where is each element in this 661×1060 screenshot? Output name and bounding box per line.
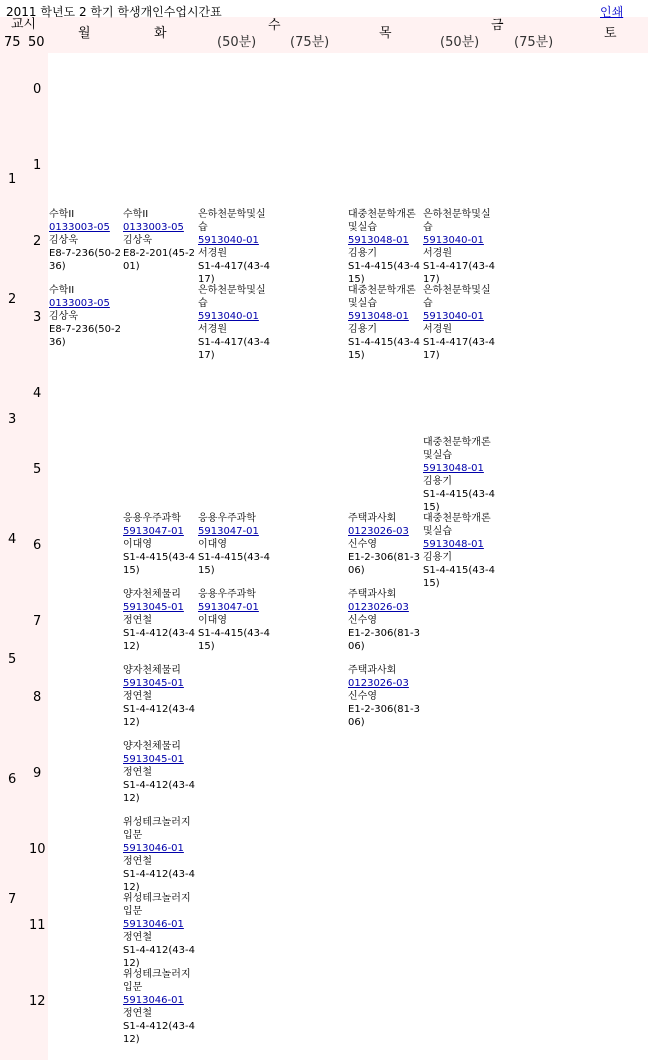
class-cell-wed-3 [198,284,270,362]
classroom: S1-4-415(43-415) [198,552,270,576]
class-cell-thu-7 [348,588,420,653]
course-name: 양자천체물리 [123,589,181,600]
professor-name: 이대영 [198,615,227,626]
course-name: 위성테크놀러지입문 [123,893,191,917]
course-code-link[interactable]: 5913045-01 [123,602,184,613]
course-name: 주택과사회 [348,513,397,524]
course-code-link[interactable]: 5913047-01 [123,526,184,537]
period-50-12: 12 [29,994,46,1009]
course-code-link[interactable]: 5913048-01 [423,539,484,550]
period-75-header: 75 [4,35,21,50]
classroom: S1-4-415(43-415) [348,261,420,285]
class-cell-wed-6 [198,512,270,577]
period-75-7: 7 [8,892,17,907]
course-name: 수학II [49,209,75,220]
class-cell-tue-6 [123,512,195,577]
course-name: 응용우주과학 [198,513,256,524]
course-code-link[interactable]: 5913046-01 [123,995,184,1006]
day-header-mon: 월 [78,26,91,41]
period-50-11: 11 [29,918,46,933]
period-column-background [0,53,48,1060]
class-cell-tue-10 [123,816,195,894]
course-code-link[interactable]: 5913048-01 [348,235,409,246]
classroom: E8-7-236(50-236) [49,324,121,348]
course-name: 수학II [49,285,75,296]
day-header-wed: 수 [268,18,281,33]
course-code-link[interactable]: 0123026-03 [348,602,409,613]
professor-name: 김용기 [423,552,452,563]
day-header-thu: 목 [379,26,392,41]
class-cell-fri-2 [423,208,495,286]
professor-name: 김상욱 [123,235,152,246]
class-cell-thu-6 [348,512,420,577]
course-name: 주택과사회 [348,665,397,676]
professor-name: 서경원 [423,324,452,335]
period-75-5: 5 [8,652,17,667]
course-name: 위성테크놀러지입문 [123,969,191,993]
class-cell-fri-3 [423,284,495,362]
course-code-link[interactable]: 5913040-01 [198,235,259,246]
period-50-8: 8 [33,690,42,705]
classroom: S1-4-415(43-415) [348,337,420,361]
course-name: 응용우주과학 [123,513,181,524]
professor-name: 정연철 [123,932,152,943]
period-75-6: 6 [8,772,17,787]
course-name: 응용우주과학 [198,589,256,600]
professor-name: 이대영 [198,539,227,550]
classroom: S1-4-412(43-412) [123,945,195,969]
course-name: 대중천문학개론및실습 [423,437,491,461]
course-name: 대중천문학개론및실습 [423,513,491,537]
period-50-5: 5 [33,462,42,477]
classroom: S1-4-415(43-415) [423,489,495,513]
course-code-link[interactable]: 5913040-01 [423,235,484,246]
classroom: S1-4-412(43-412) [123,780,195,804]
professor-name: 정연철 [123,856,152,867]
class-cell-wed-7 [198,588,270,653]
professor-name: 정연철 [123,691,152,702]
period-50-header: 50 [28,35,45,50]
professor-name: 이대영 [123,539,152,550]
course-code-link[interactable]: 5913047-01 [198,602,259,613]
class-cell-fri-5 [423,436,495,514]
classroom: E1-2-306(81-306) [348,704,420,728]
wed-50min-header: (50분) [217,35,257,50]
period-50-6: 6 [33,538,42,553]
fri-50min-header: (50분) [440,35,480,50]
print-link[interactable]: 인쇄 [600,5,624,19]
classroom: S1-4-412(43-412) [123,628,195,652]
course-code-link[interactable]: 5913048-01 [348,311,409,322]
classroom: S1-4-415(43-415) [423,565,495,589]
professor-name: 정연철 [123,767,152,778]
course-name: 은하천문학및실습 [198,209,266,233]
period-50-3: 3 [33,310,42,325]
professor-name: 정연철 [123,1008,152,1019]
course-name: 대중천문학개론및실습 [348,285,416,309]
classroom: E8-7-236(50-236) [49,248,121,272]
course-code-link[interactable]: 5913045-01 [123,754,184,765]
classroom: S1-4-417(43-417) [198,337,270,361]
class-cell-tue-8 [123,664,195,729]
period-50-2: 2 [33,234,42,249]
course-name: 대중천문학개론및실습 [348,209,416,233]
professor-name: 김상욱 [49,311,78,322]
professor-name: 김상욱 [49,235,78,246]
course-code-link[interactable]: 5913046-01 [123,843,184,854]
classroom: E1-2-306(81-306) [348,552,420,576]
fri-75min-header: (75분) [514,35,554,50]
course-code-link[interactable]: 5913040-01 [423,311,484,322]
class-cell-tue-12 [123,968,195,1046]
classroom: E1-2-306(81-306) [348,628,420,652]
course-name: 은하천문학및실습 [423,285,491,309]
class-cell-thu-8 [348,664,420,729]
professor-name: 신수영 [348,539,377,550]
course-name: 수학II [123,209,149,220]
course-code-link[interactable]: 5913047-01 [198,526,259,537]
class-cell-thu-3 [348,284,420,362]
class-cell-tue-9 [123,740,195,805]
course-code-link[interactable]: 5913046-01 [123,919,184,930]
course-name: 주택과사회 [348,589,397,600]
course-code-link[interactable]: 5913040-01 [198,311,259,322]
class-cell-thu-2 [348,208,420,286]
period-50-4: 4 [33,386,42,401]
course-code-link[interactable]: 0123026-03 [348,526,409,537]
class-cell-tue-7 [123,588,195,653]
classroom: S1-4-417(43-417) [423,261,495,285]
period-75-2: 2 [8,292,17,307]
period-50-1: 1 [33,158,42,173]
wed-75min-header: (75분) [290,35,330,50]
classroom: S1-4-415(43-415) [198,628,270,652]
course-code-link[interactable]: 5913048-01 [423,463,484,474]
professor-name: 서경원 [198,324,227,335]
period-75-1: 1 [8,172,17,187]
class-cell-mon-3 [49,284,121,349]
course-code-link[interactable]: 0133003-05 [49,298,110,309]
period-50-10: 10 [29,842,46,857]
page-title: 2011 학년도 2 학기 학생개인수업시간표 [6,5,222,19]
period-50-0: 0 [33,82,42,97]
course-code-link[interactable]: 0123026-03 [348,678,409,689]
period-75-4: 4 [8,532,17,547]
classroom: S1-4-415(43-415) [123,552,195,576]
course-name: 양자천체물리 [123,741,181,752]
classroom: S1-4-412(43-412) [123,869,195,893]
classroom: S1-4-417(43-417) [198,261,270,285]
class-cell-mon-2 [49,208,121,273]
classroom: S1-4-417(43-417) [423,337,495,361]
course-name: 양자천체물리 [123,665,181,676]
course-name: 은하천문학및실습 [198,285,266,309]
class-cell-fri-6 [423,512,495,590]
course-name: 은하천문학및실습 [423,209,491,233]
classroom: S1-4-412(43-412) [123,1021,195,1045]
classroom: E8-2-201(45-201) [123,248,195,272]
course-code-link[interactable]: 0133003-05 [123,222,184,233]
period-50-7: 7 [33,614,42,629]
classroom: S1-4-412(43-412) [123,704,195,728]
professor-name: 김용기 [348,324,377,335]
class-cell-tue-11 [123,892,195,970]
day-header-sat: 토 [604,26,617,41]
professor-name: 서경원 [423,248,452,259]
course-name: 위성테크놀러지입문 [123,817,191,841]
professor-name: 정연철 [123,615,152,626]
professor-name: 김용기 [423,476,452,487]
professor-name: 신수영 [348,615,377,626]
professor-name: 신수영 [348,691,377,702]
period-header: 교시 [11,17,37,32]
class-cell-tue-2 [123,208,195,273]
day-header-tue: 화 [154,26,167,41]
period-75-3: 3 [8,412,17,427]
course-code-link[interactable]: 0133003-05 [49,222,110,233]
period-50-9: 9 [33,766,42,781]
class-cell-wed-2 [198,208,270,286]
course-code-link[interactable]: 5913045-01 [123,678,184,689]
professor-name: 김용기 [348,248,377,259]
professor-name: 서경원 [198,248,227,259]
day-header-fri: 금 [491,18,504,33]
